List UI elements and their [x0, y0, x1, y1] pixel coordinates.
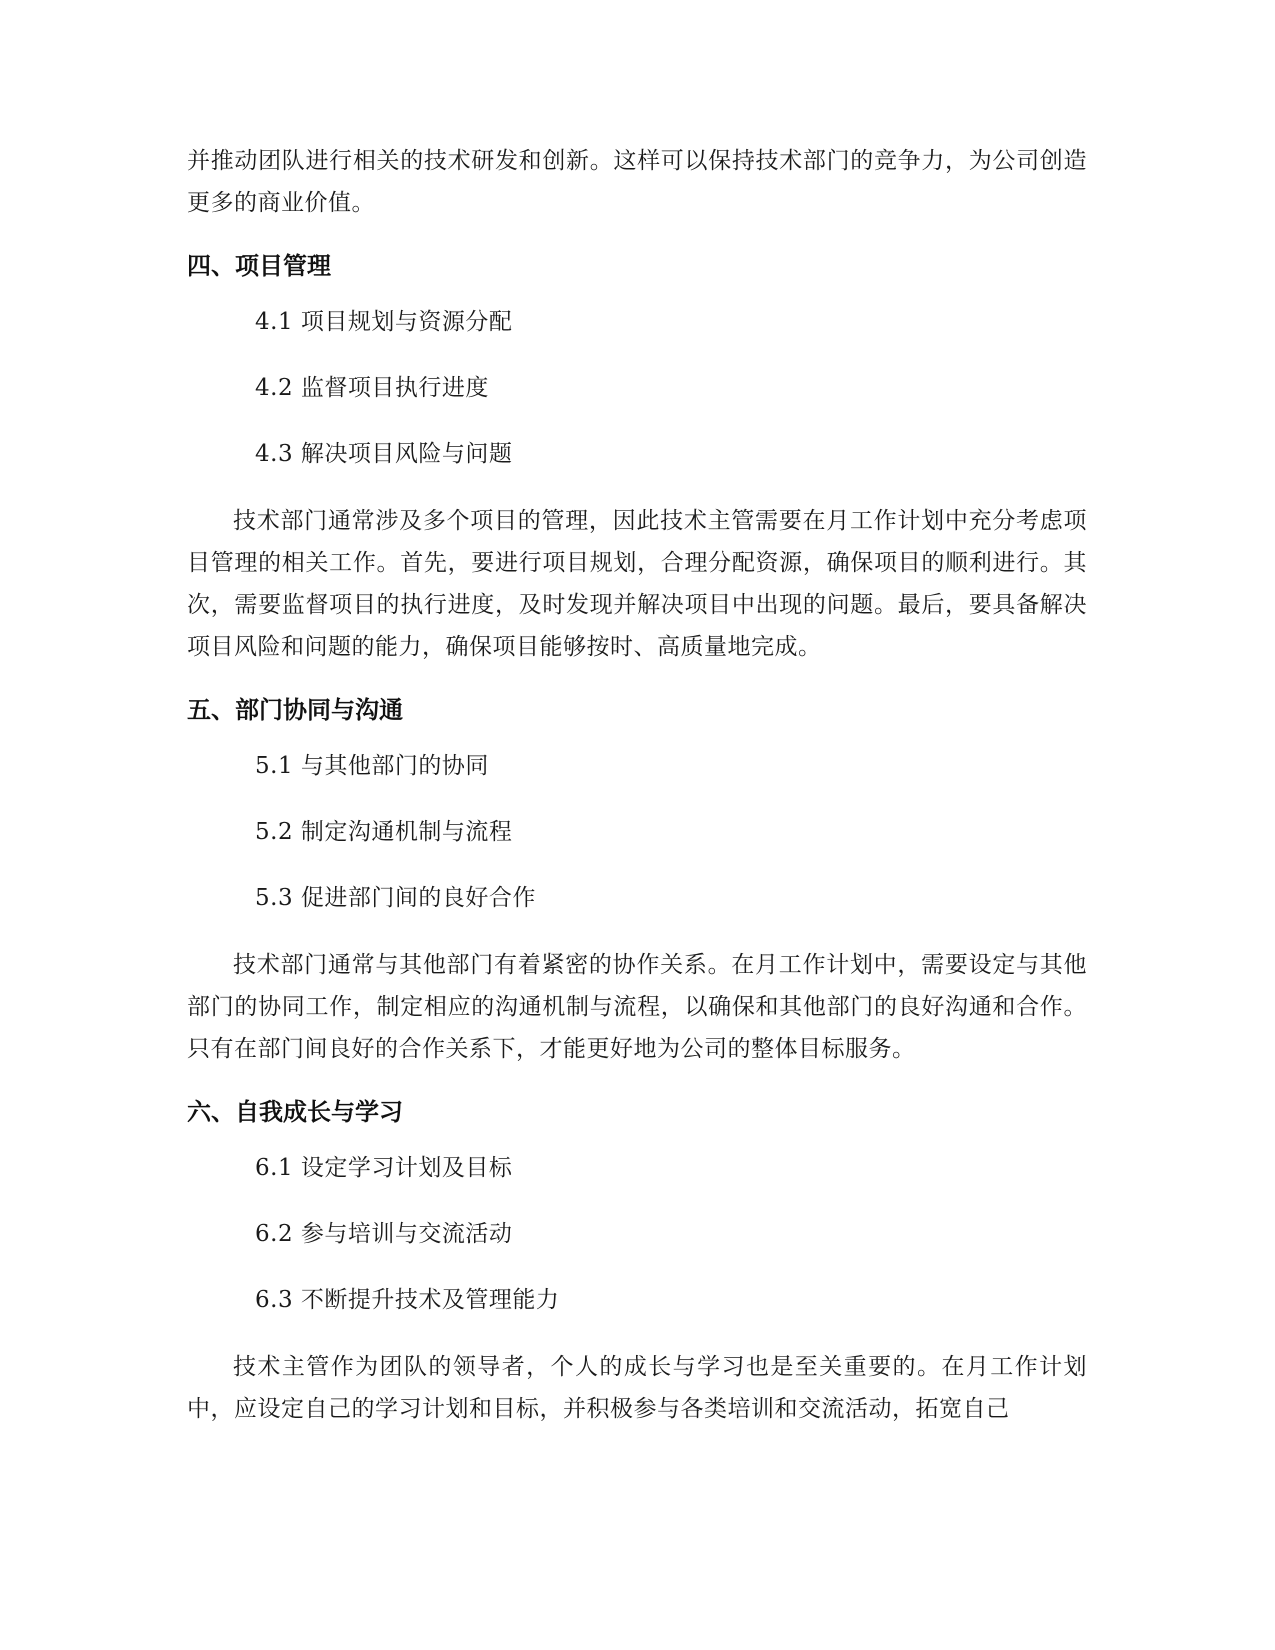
list-item: 6.1 设定学习计划及目标 [255, 1155, 513, 1181]
intro-paragraph: 并推动团队进行相关的技术研发和创新。这样可以保持技术部门的竞争力，为公司创造更多的商业价值。 [187, 148, 1087, 216]
section-paragraph-project-management: 技术部门通常涉及多个项目的管理，因此技术主管需要在月工作计划中充分考虑项目管理的相关工作。首先，要进行项目规划，合理分配资源，确保项目的顺利进行。其次，需要监督项目的执行进度，及时发现并解决项目中出现的问题。最后，要具备解决项目风险和问题的能力，确保项目能够按时、高质量地完成。 [187, 508, 1087, 660]
list-item: 4.2 监督项目执行进度 [255, 375, 489, 401]
list-item: 6.2 参与培训与交流活动 [255, 1221, 513, 1247]
document-body [187, 140, 1087, 1454]
section-paragraph-department-collaboration: 技术部门通常与其他部门有着紧密的协作关系。在月工作计划中，需要设定与其他部门的协同工作，制定相应的沟通机制与流程，以确保和其他部门的良好沟通和合作。只有在部门间良好的合作关系下，才能更好地为公司的整体目标服务。 [187, 952, 1087, 1062]
section-heading-project-management: 四、项目管理 [187, 252, 331, 280]
section-heading-self-growth: 六、自我成长与学习 [187, 1098, 403, 1126]
list-item: 4.1 项目规划与资源分配 [255, 309, 513, 335]
section-heading-department-collaboration: 五、部门协同与沟通 [187, 696, 403, 724]
list-item: 6.3 不断提升技术及管理能力 [255, 1287, 560, 1313]
section-paragraph-self-growth: 技术主管作为团队的领导者，个人的成长与学习也是至关重要的。在月工作计划中，应设定自己的学习计划和目标，并积极参与各类培训和交流活动，拓宽自己 [187, 1354, 1087, 1422]
list-item: 5.2 制定沟通机制与流程 [255, 819, 513, 845]
list-item: 5.1 与其他部门的协同 [255, 753, 489, 779]
list-item: 5.3 促进部门间的良好合作 [255, 885, 536, 911]
list-item: 4.3 解决项目风险与问题 [255, 441, 513, 467]
